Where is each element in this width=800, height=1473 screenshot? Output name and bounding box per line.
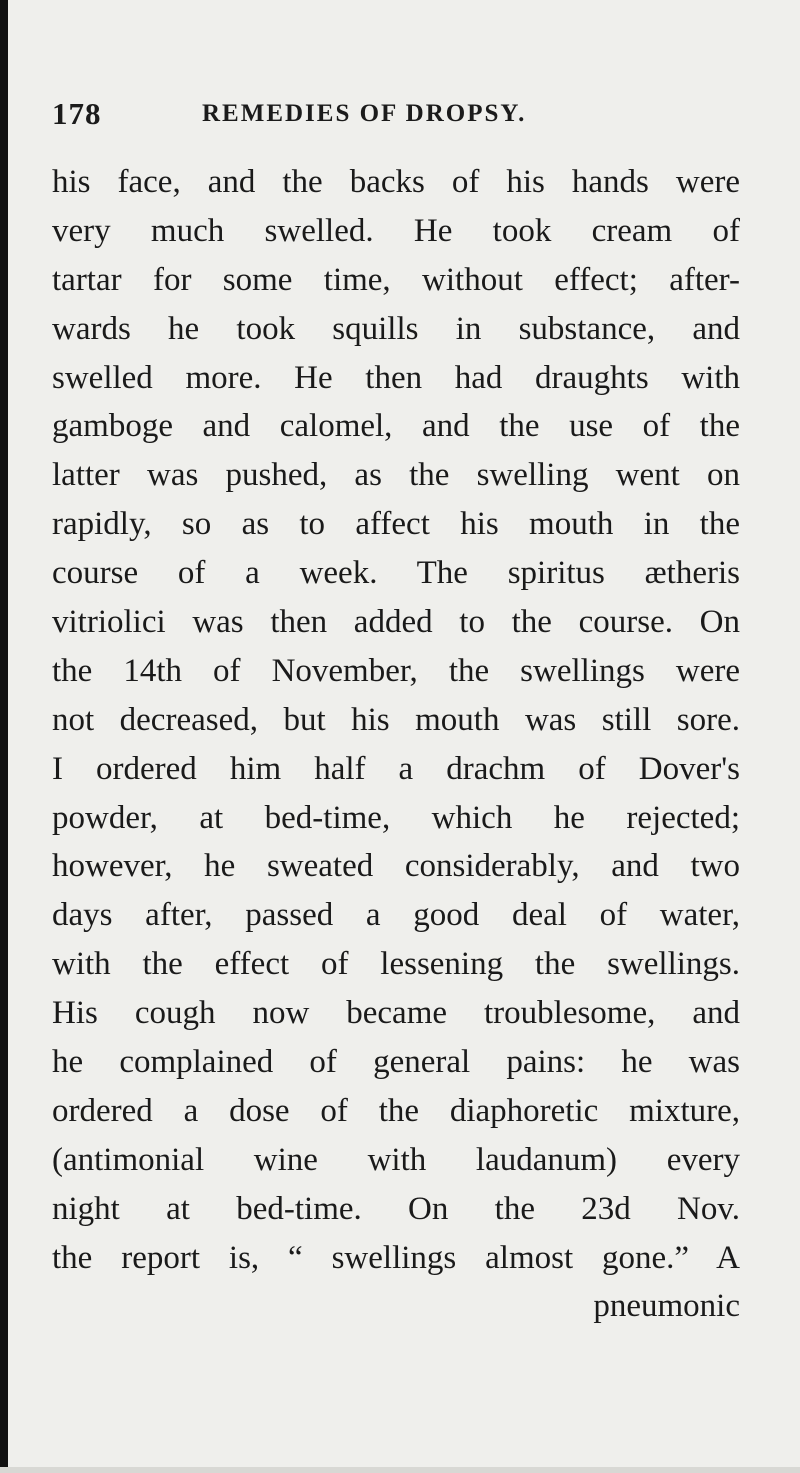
text-line: (antimonial wine with laudanum) every (52, 1141, 740, 1178)
text-line: ordered a dose of the diaphoretic mixture, (52, 1092, 740, 1129)
text-line: very much swelled. He took cream of (52, 212, 740, 249)
running-head (52, 96, 752, 136)
text-line: I ordered him half a drachm of Dover's (52, 750, 740, 787)
text-line: his face, and the backs of his hands were (52, 164, 740, 200)
text-line: His cough now became troublesome, and (52, 995, 740, 1032)
text-line: wards he took squills in substance, and (52, 310, 740, 347)
text-line: rapidly, so as to affect his mouth in the (52, 506, 740, 543)
text-line: however, he sweated considerably, and two (52, 848, 740, 885)
text-line: vitriolici was then added to the course. On (52, 604, 740, 641)
page-bottom-edge (0, 1467, 800, 1473)
text-line: days after, passed a good deal of water, (52, 897, 740, 934)
catchword: pneumonic (593, 1288, 740, 1325)
text-line: he complained of general pains: he was (52, 1044, 740, 1081)
text-line: with the effect of lessening the swellings. (52, 946, 740, 983)
text-line: swelled more. He then had draughts with (52, 359, 740, 396)
page-number: 178 (52, 96, 102, 131)
body-text (52, 158, 740, 1331)
text-line: the 14th of November, the swellings were (52, 652, 740, 689)
text-line: not decreased, but his mouth was still sore. (52, 701, 740, 738)
page-edge-shadow (0, 0, 8, 1473)
text-line: course of a week. The spiritus ætheris (52, 555, 740, 592)
running-head-title: REMEDIES OF DROPSY. (202, 100, 527, 127)
text-line: night at bed-time. On the 23d Nov. (52, 1190, 740, 1227)
text-line: gamboge and calomel, and the use of the (52, 408, 740, 445)
text-line: powder, at bed-time, which he rejected; (52, 799, 740, 836)
text-line: latter was pushed, as the swelling went on (52, 457, 740, 494)
text-line: the report is, “ swellings almost gone.” A (52, 1239, 740, 1276)
text-line: tartar for some time, without effect; after- (52, 261, 740, 298)
